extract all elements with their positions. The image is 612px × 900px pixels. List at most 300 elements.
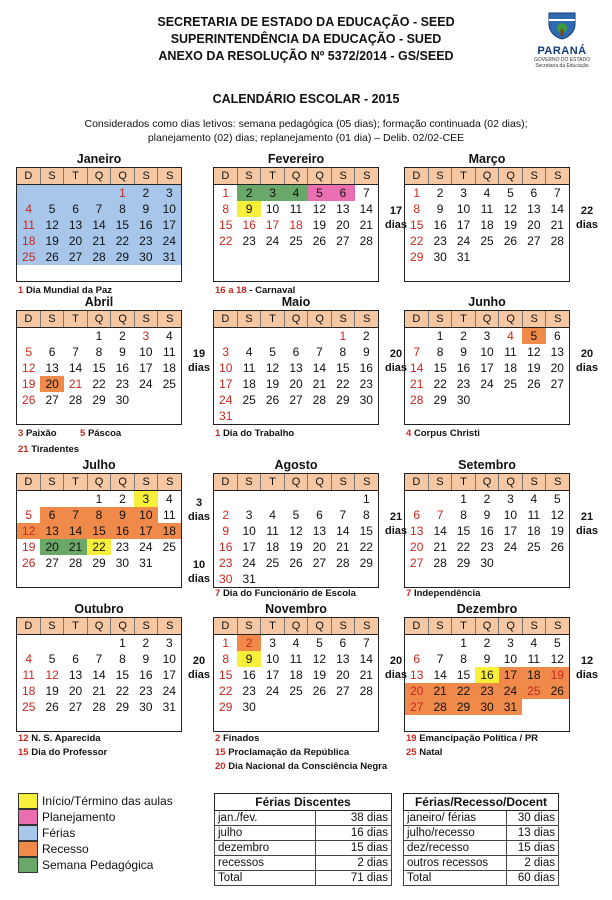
day-cell: 10 [265,202,280,216]
day-cell: 23 [456,377,471,391]
empty-cell [284,571,307,587]
empty-cell [214,328,237,344]
day-cell: 23 [242,684,256,698]
day-cell: 11 [504,345,517,359]
weekday-label: D [214,474,238,490]
day-cell: 5 [25,345,33,359]
day-cell: 12 [312,652,327,666]
day-cell: 30 [433,250,447,264]
day-cell: 20 [336,218,350,232]
day-cell: 26 [265,393,280,407]
day-cell: 12 [503,202,518,216]
holiday-note [18,747,107,758]
row-value: 38 dias [315,811,391,826]
day-cell: 22 [87,539,110,555]
dias-label: dias [575,219,598,231]
day-cell: 6 [413,508,421,522]
calendar-note [60,117,552,145]
day-cell: 27 [527,234,541,248]
row-value: 16 dias [315,826,391,841]
legend-label: Recesso [42,842,89,856]
day-cell: 4 [269,508,276,522]
weekday-header [405,474,569,491]
weekday-label: Q [499,618,523,634]
holiday-note [406,747,442,758]
day-cell: 9 [483,508,491,522]
day-cell: 5 [269,345,276,359]
day-cell: 15 [111,217,134,233]
empty-cell [405,328,428,344]
weekday-header [405,618,569,635]
day-cell: 31 [242,572,256,586]
day-cell: 13 [336,202,350,216]
day-cell: 9 [142,652,150,666]
day-cell: 3 [165,636,173,650]
empty-cell [17,185,40,201]
day-cell: 2 [362,329,370,343]
empty-cell [308,571,331,587]
holiday-note [18,285,112,296]
holiday-date: 12 [18,733,29,744]
legend-swatch [18,793,38,809]
weekday-header [214,618,378,635]
day-cell: 21 [68,377,83,391]
legend-swatch [18,825,38,841]
day-cell: 21 [64,539,87,555]
day-cell: 12 [40,217,63,233]
empty-cell [428,635,451,651]
day-cell: 3 [158,185,181,201]
day-cell: 18 [527,524,541,538]
day-cell: 27 [550,377,564,391]
logo-name: PARANÁ [537,45,587,57]
day-cell: 4 [17,201,40,217]
holiday-date: 25 [406,747,417,758]
day-cell: 17 [158,217,181,233]
day-cell: 20 [550,361,564,375]
day-cell: 18 [503,361,518,375]
dias-label: dias [187,573,210,585]
weekday-label: Q [285,474,309,490]
day-cell: 7 [316,345,323,359]
day-cell: 17 [265,668,280,682]
day-cell: 4 [530,636,538,650]
day-cell: 5 [522,328,545,344]
dias-label: dias [384,219,407,231]
day-cell: 28 [433,556,447,570]
day-cell: 6 [339,636,347,650]
holiday-note [18,428,57,439]
weekday-label: S [429,474,453,490]
empty-cell [522,555,545,571]
day-cell: 4 [284,185,307,201]
weekday-label: T [261,474,285,490]
day-cell: 3 [261,185,284,201]
day-cell: 6 [331,185,354,201]
day-cell: 6 [530,186,538,200]
dias-count [572,204,602,232]
weekday-label: T [261,618,285,634]
day-cell: 5 [292,508,300,522]
day-cell: 3 [460,186,467,200]
weekday-label: Q [308,311,332,327]
day-cell: 2 [483,636,491,650]
day-cell: 30 [475,699,498,715]
month-name: Maio [281,295,311,309]
day-cell: 27 [312,556,327,570]
day-cell: 26 [289,556,303,570]
day-cell: 30 [480,556,494,570]
table-row [404,856,559,871]
empty-cell [284,265,307,281]
day-cell: 6 [72,652,79,666]
empty-cell [428,408,451,424]
weekday-label: S [135,618,159,634]
day-cell: 1 [119,636,126,650]
day-cell: 9 [222,524,230,538]
empty-cell [522,408,545,424]
day-cell: 7 [362,186,370,200]
day-cell: 22 [115,684,130,698]
day-cell: 24 [139,540,153,554]
weekday-label: D [17,474,41,490]
table-row [404,826,559,841]
day-cell: 28 [359,234,373,248]
weekday-header [405,168,569,185]
day-cell: 24 [158,233,181,249]
row-label: dezembro [215,841,316,856]
day-cell: 16 [115,361,130,375]
header-line-1: SECRETARIA DE ESTADO DA EDUCAÇÃO - SEED [157,15,455,29]
holiday-name: Dia do Trabalho [222,428,295,439]
weekday-label: Q [88,618,112,634]
day-cell: 12 [550,508,564,522]
month-name: Setembro [458,458,516,472]
empty-cell [522,571,545,587]
dias-number: 19 [192,348,206,360]
holiday-date: 3 [18,428,24,439]
empty-cell [355,715,378,731]
empty-cell [331,715,354,731]
holiday-date: 5 [80,428,86,439]
holiday-name: Corpus Christi [413,428,480,439]
empty-cell [261,715,284,731]
empty-cell [546,555,569,571]
day-cell: 22 [456,540,471,554]
weekday-label: S [363,476,371,488]
day-cell: 15 [115,668,130,682]
day-cell: 18 [265,540,280,554]
day-cell: 23 [242,234,256,248]
day-cell: 22 [336,377,350,391]
day-cell: 8 [95,345,103,359]
day-cell: 22 [433,377,447,391]
day-cell: 17 [480,361,494,375]
row-value: 71 dias [315,871,391,886]
day-cell: 8 [460,652,467,666]
weekday-label: D [405,311,429,327]
holiday-name: Proclamação da República [228,747,350,758]
day-cell: 31 [219,409,233,423]
weekday-label: S [135,311,159,327]
empty-cell [331,491,354,507]
table-row [215,826,392,841]
day-cell: 8 [222,202,230,216]
empty-cell [64,715,87,731]
empty-cell [214,715,237,731]
day-cell: 16 [219,540,233,554]
month-grid [16,473,182,588]
empty-cell [308,265,331,281]
empty-cell [522,249,545,265]
empty-cell [64,408,87,424]
day-cell: 6 [316,508,323,522]
weekday-label: S [523,474,547,490]
weekday-label: S [41,168,65,184]
empty-cell [475,408,498,424]
day-cell: 19 [40,233,63,249]
dias-count [572,510,602,538]
empty-cell [40,635,63,651]
day-cell: 29 [336,393,350,407]
day-cell: 29 [456,556,471,570]
day-cell: 15 [87,523,110,539]
weekday-label: S [332,618,356,634]
empty-cell [261,699,284,715]
day-cell: 19 [22,377,36,391]
day-cell: 10 [162,652,176,666]
weekday-label: S [166,620,174,632]
day-cell: 17 [456,218,471,232]
day-cell: 14 [433,668,447,682]
weekday-label: T [261,168,285,184]
holiday-name: Finados [222,733,260,744]
day-cell: 12 [527,345,541,359]
empty-cell [499,571,522,587]
day-cell: 21 [87,233,110,249]
weekday-label: D [17,311,41,327]
empty-cell [405,715,428,731]
month-grid [213,617,379,732]
day-cell: 30 [115,556,130,570]
empty-cell [308,249,331,265]
day-cell: 11 [289,652,303,666]
day-cell: 27 [336,684,350,698]
table-row [215,856,392,871]
day-cell: 5 [308,185,331,201]
month-grid [404,473,570,588]
empty-cell [237,249,260,265]
empty-cell [452,408,475,424]
day-cell: 12 [265,361,280,375]
day-cell: 14 [550,202,564,216]
day-cell: 3 [483,329,491,343]
month-name: Outubro [74,602,124,616]
empty-cell [475,571,498,587]
weekday-label: Q [476,311,500,327]
month-grid [213,167,379,282]
day-cell: 3 [245,508,253,522]
day-cell: 15 [456,524,471,538]
day-cell: 24 [219,393,233,407]
empty-cell [214,491,237,507]
table-row [404,841,559,856]
dias-label: dias [384,525,407,537]
day-cell: 2 [436,186,444,200]
day-cell: 29 [219,700,233,714]
empty-cell [134,715,157,731]
day-cell: 17 [242,540,256,554]
day-cell: 12 [45,668,59,682]
day-cell: 25 [22,700,36,714]
day-cell: 1 [436,329,444,343]
day-cell: 30 [134,249,157,265]
legend-swatch [18,809,38,825]
day-cell: 23 [433,234,447,248]
legend-item [18,841,173,857]
day-cell: 5 [553,636,561,650]
day-cell: 1 [95,492,103,506]
empty-cell [405,571,428,587]
holiday-date: 7 [215,588,221,599]
weekday-label: S [429,618,453,634]
dias-number: 22 [580,205,594,217]
table-title: Férias/Recesso/Docent [404,794,559,811]
day-cell: 12 [17,523,40,539]
day-cell: 13 [45,361,59,375]
day-cell: 13 [40,523,63,539]
empty-cell [428,571,451,587]
weekday-label: Q [88,311,112,327]
empty-cell [17,571,40,587]
day-cell: 1 [222,636,230,650]
day-cell: 31 [456,250,471,264]
day-cell: 28 [68,556,83,570]
day-cell: 8 [119,652,126,666]
day-cell: 15 [219,218,233,232]
holiday-date: 1 [215,428,221,439]
empty-cell [111,408,134,424]
row-label: jan./fev. [215,811,316,826]
day-cell: 20 [405,683,428,699]
day-cell: 20 [40,539,63,555]
legend-label: Planejamento [42,810,116,824]
empty-cell [214,249,237,265]
day-cell: 25 [480,234,494,248]
day-cell: 31 [499,699,522,715]
day-cell: 30 [456,393,471,407]
day-cell: 4 [483,186,491,200]
empty-cell [40,185,63,201]
row-label: julho [215,826,316,841]
weekday-label: Q [476,618,500,634]
weekday-label: S [554,313,562,325]
day-cell: 2 [237,185,260,201]
day-cell: 26 [503,234,518,248]
day-cell: 5 [507,186,514,200]
day-cell: 26 [546,683,569,699]
day-cell: 27 [336,234,350,248]
empty-cell [428,715,451,731]
empty-cell [111,715,134,731]
day-cell: 23 [134,233,157,249]
day-cell: 8 [460,508,467,522]
empty-cell [522,265,545,281]
day-cell: 7 [553,186,561,200]
day-cell: 2 [222,508,230,522]
note-line-2: planejamento (02) dias; replanejamento (01 dia) – Delib. 02/02-CEE [147,132,465,144]
day-cell: 24 [162,684,176,698]
empty-cell [134,265,157,281]
day-cell: 19 [265,377,280,391]
empty-cell [452,571,475,587]
weekday-label: Q [88,168,112,184]
day-cell: 6 [553,329,561,343]
day-cell: 22 [410,234,424,248]
empty-cell [87,635,110,651]
month-grid [16,617,182,732]
empty-cell [475,265,498,281]
dias-label: dias [575,669,598,681]
empty-cell [87,408,110,424]
empty-cell [475,249,498,265]
day-cell: 16 [475,667,498,683]
day-cell: 9 [237,201,260,217]
table-row [215,841,392,856]
weekday-label: S [41,474,65,490]
day-cell: 31 [162,700,176,714]
day-cell: 19 [289,540,303,554]
weekday-label: S [238,168,262,184]
empty-cell [158,392,181,408]
day-cell: 26 [22,556,36,570]
day-cell: 11 [480,202,494,216]
weekday-label: T [261,311,285,327]
holiday-name: Dia Nacional da Consciência Negra [228,761,388,772]
day-cell: 1 [95,329,103,343]
day-cell: 3 [134,491,157,507]
day-cell: 16 [139,668,153,682]
holiday-note [215,733,259,744]
legend-item [18,825,173,841]
month-grid [213,473,379,588]
holiday-name: Dia Mundial da Paz [25,285,112,296]
legend-label: Semana Pedagógica [42,858,154,872]
day-cell: 16 [433,218,447,232]
day-cell: 28 [68,393,83,407]
row-value: 60 dias [507,871,559,886]
day-cell: 29 [111,249,134,265]
document-header [0,14,612,65]
empty-cell [499,715,522,731]
legend-label: Início/Término das aulas [42,794,173,808]
empty-cell [64,571,87,587]
day-cell: 15 [92,361,106,375]
empty-cell [499,265,522,281]
day-cell: 8 [413,202,421,216]
day-cell: 2 [119,492,126,506]
day-cell: 19 [22,540,36,554]
weekday-header [405,311,569,328]
day-cell: 29 [452,699,475,715]
day-cell: 14 [92,668,106,682]
empty-cell [64,185,87,201]
empty-cell [308,715,331,731]
day-cell: 13 [527,202,541,216]
day-cell: 10 [134,507,157,523]
legend-item [18,857,173,873]
day-cell: 31 [158,249,181,265]
